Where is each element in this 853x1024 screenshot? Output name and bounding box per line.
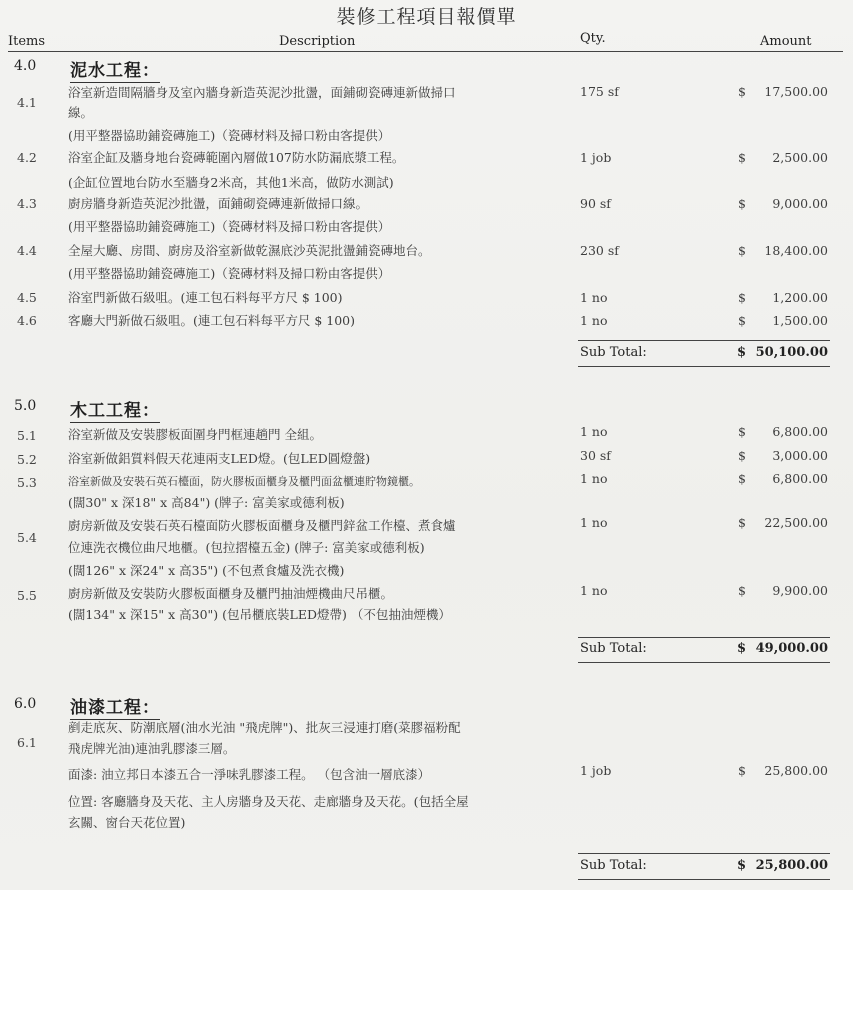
header-items: Items [8,34,46,49]
subtotal-amount: 50,100.00 [755,345,828,360]
item-currency: $ [738,763,746,778]
section-title: 泥水工程： [70,56,160,83]
item-number: 4.2 [17,150,37,165]
item-description: 廚房新做及安裝防火膠板面櫃身及櫃門抽油煙機曲尺吊櫃。 [68,586,394,601]
item-amount: 2,500.00 [772,150,828,165]
item-qty: 1 no [580,515,608,530]
item-currency: $ [738,583,746,598]
item-currency: $ [738,84,746,99]
item-description: 剷走底灰、防潮底層(油水光油 "飛虎牌")、批灰三浸連打磨(菜膠福粉配 [68,720,461,735]
item-number: 4.5 [17,290,37,305]
section-number: 6.0 [14,696,37,712]
header-divider [8,51,843,52]
subtotal-label: Sub Total: [580,345,647,360]
subtotal-amount: 25,800.00 [755,858,828,873]
item-description: 浴室門新做石級咀。(連工包石料每平方尺 $ 100) [68,290,343,305]
item-description: 浴室新做鋁質料假天花連兩支LED燈。(包LED圓燈盤) [68,451,371,466]
item-number: 6.1 [17,735,37,750]
item-qty: 230 sf [580,243,619,258]
header-amount: Amount [760,34,812,49]
subtotal-rule [578,662,830,663]
item-description: 位置: 客廳牆身及天花、主人房牆身及天花、走廊牆身及天花。(包括全屋 [68,794,469,809]
item-currency: $ [738,243,746,258]
subtotal-label: Sub Total: [580,641,647,656]
section-title: 油漆工程： [70,693,160,720]
item-amount: 17,500.00 [764,84,828,99]
item-number: 4.1 [17,95,37,110]
item-description: 位連洗衣機位曲尺地櫃。(包拉摺檯五金) (牌子: 富美家或德利板) [68,540,425,555]
item-description: 廚房新做及安裝石英石檯面防火膠板面櫃身及櫃門鋅盆工作檯、煮食爐 [68,518,456,533]
item-amount: 22,500.00 [764,515,828,530]
item-description: 面漆: 油立邦日本漆五合一淨味乳膠漆工程。 （包含油一層底漆） [68,767,431,782]
item-currency: $ [738,448,746,463]
document-title: 裝修工程項目報價單 [336,6,517,28]
header-qty: Qty. [580,31,606,46]
subtotal-rule [578,879,830,880]
item-number: 5.5 [17,588,37,603]
item-description: 浴室新造間隔牆身及室內牆身新造英泥沙批盪，面鋪砌瓷磚連新做掃口 [68,85,456,100]
item-description: (闊30" x 深18" x 高84") (牌子: 富美家或德利板) [68,495,345,510]
subtotal-rule [578,853,830,854]
item-description: (闊126" x 深24" x 高35") (不包煮食爐及洗衣機) [68,563,345,578]
item-description: 浴室企缸及牆身地台瓷磚範圍內層做107防水防漏底漿工程。 [68,150,405,165]
item-currency: $ [738,196,746,211]
section-title: 木工工程： [70,396,160,423]
item-amount: 18,400.00 [764,243,828,258]
item-description: 線。 [68,105,94,120]
item-number: 5.1 [17,428,37,443]
subtotal-rule [578,637,830,638]
item-currency: $ [738,313,746,328]
item-number: 5.2 [17,452,37,467]
subtotal-currency: $ [737,641,747,656]
item-qty: 1 no [580,583,608,598]
item-description: (企缸位置地台防水至牆身2米高，其他1米高，做防水測試) [68,175,394,190]
item-amount: 6,800.00 [772,424,828,439]
item-description: 玄關、窗台天花位置) [68,815,186,830]
item-amount: 1,200.00 [772,290,828,305]
item-amount: 3,000.00 [772,448,828,463]
item-number: 4.6 [17,313,37,328]
item-amount: 9,900.00 [772,583,828,598]
item-description: 浴室新做及安裝石英石檯面，防火膠板面櫃身及櫃門面盆櫃連貯物鏡櫃。 [68,475,420,488]
item-description: 飛虎牌光油)連油乳膠漆三層。 [68,741,236,756]
item-amount: 9,000.00 [772,196,828,211]
item-amount: 1,500.00 [772,313,828,328]
item-number: 5.3 [17,475,37,490]
item-amount: 25,800.00 [764,763,828,778]
item-description: (用平整器協助鋪瓷磚施工)（瓷磚材料及掃口粉由客提供） [68,219,391,234]
subtotal-currency: $ [737,345,747,360]
item-description: 廚房牆身新造英泥沙批盪，面鋪砌瓷磚連新做掃口線。 [68,196,369,211]
item-currency: $ [738,471,746,486]
item-qty: 175 sf [580,84,619,99]
item-currency: $ [738,515,746,530]
section-number: 4.0 [14,58,37,74]
item-qty: 90 sf [580,196,611,211]
item-description: (用平整器協助鋪瓷磚施工)（瓷磚材料及掃口粉由客提供） [68,266,391,281]
item-qty: 1 no [580,290,608,305]
item-currency: $ [738,424,746,439]
subtotal-rule [578,340,830,341]
item-description: 浴室新做及安裝膠板面圍身門框連趟門 全組。 [68,427,322,442]
item-qty: 1 no [580,313,608,328]
item-description: 全屋大廳、房間、廚房及浴室新做乾濕底沙英泥批盪鋪瓷磚地台。 [68,243,431,258]
item-number: 5.4 [17,530,37,545]
subtotal-rule [578,366,830,367]
section-number: 5.0 [14,398,37,414]
header-description: Description [279,34,356,49]
subtotal-amount: 49,000.00 [755,641,828,656]
subtotal-currency: $ [737,858,747,873]
item-qty: 1 job [580,150,612,165]
item-currency: $ [738,290,746,305]
item-description: (闊134" x 深15" x 高30") (包吊櫃底裝LED燈帶) （不包抽油煙機） [68,607,451,622]
item-currency: $ [738,150,746,165]
item-number: 4.4 [17,243,37,258]
item-description: 客廳大門新做石級咀。(連工包石料每平方尺 $ 100) [68,313,356,328]
subtotal-label: Sub Total: [580,858,647,873]
item-qty: 1 job [580,763,612,778]
item-qty: 1 no [580,471,608,486]
item-qty: 1 no [580,424,608,439]
item-qty: 30 sf [580,448,611,463]
item-amount: 6,800.00 [772,471,828,486]
item-number: 4.3 [17,196,37,211]
item-description: (用平整器協助鋪瓷磚施工)（瓷磚材料及掃口粉由客提供） [68,128,391,143]
